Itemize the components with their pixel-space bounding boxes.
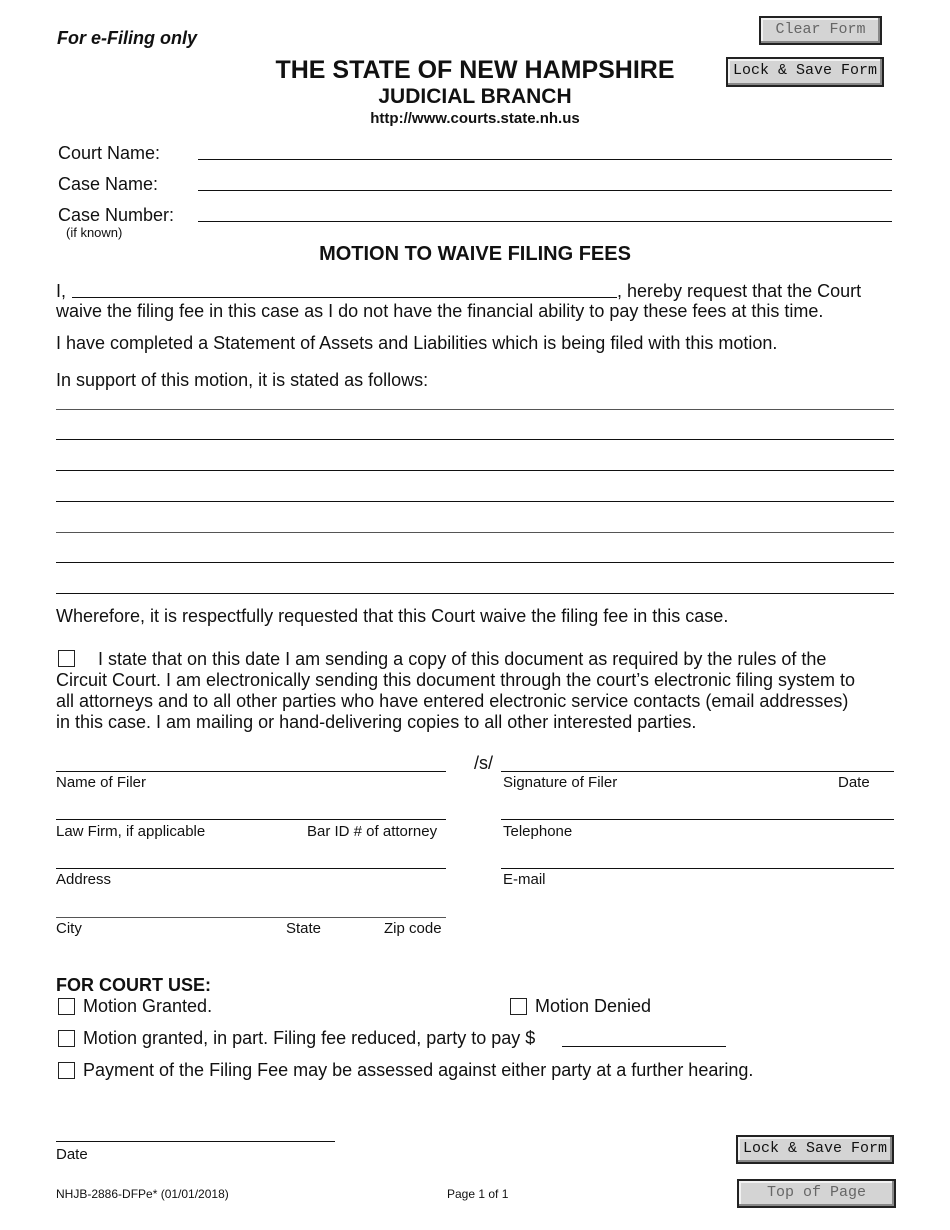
signature-of-filer-label: Signature of Filer (503, 774, 618, 791)
court-use-heading: FOR COURT USE: (56, 975, 211, 995)
if-known-note: (if known) (66, 225, 123, 240)
support-line-5[interactable] (56, 532, 894, 533)
support-line-1[interactable] (56, 409, 894, 410)
support-text: In support of this motion, it is stated as follows: (56, 370, 429, 390)
case-name-field[interactable] (198, 190, 892, 191)
case-number-label: Case Number: (58, 205, 175, 225)
court-date-label: Date (56, 1146, 88, 1163)
state-label: State (286, 920, 322, 937)
court-date-field[interactable] (56, 1141, 335, 1142)
statement-text: I have completed a Statement of Assets and Liabilities which is being filed with this motion. (56, 333, 778, 353)
amount-to-pay-field[interactable] (562, 1046, 726, 1047)
law-firm-field[interactable] (56, 819, 446, 820)
email-label: E-mail (503, 871, 546, 888)
bar-id-label: Bar ID # of attorney (307, 823, 438, 840)
requester-name-field[interactable] (72, 297, 617, 298)
court-name-field[interactable] (198, 159, 892, 160)
clear-form-button[interactable]: Clear Form (759, 16, 882, 45)
form-id: NHJB-2886-DFPe* (01/01/2018) (56, 1187, 229, 1201)
page-number: Page 1 of 1 (447, 1187, 509, 1201)
service-text-1: I state that on this date I am sending a copy of this document as required by the rules of the (98, 649, 827, 669)
city-state-zip-field[interactable] (56, 917, 446, 918)
motion-granted-label: Motion Granted. (83, 996, 213, 1016)
zip-label: Zip code (384, 920, 442, 937)
name-of-filer-label: Name of Filer (56, 774, 147, 791)
service-text-2: Circuit Court. I am electronically sending this document through the court’s electronic filing system to (56, 670, 856, 690)
telephone-label: Telephone (503, 823, 573, 840)
court-name-label: Court Name: (58, 143, 161, 163)
i-prefix: I, (56, 281, 67, 301)
support-line-6[interactable] (56, 562, 894, 563)
name-of-filer-field[interactable] (56, 771, 446, 772)
service-text-3: all attorneys and to all other parties who have entered electronic service contacts (email addresses) (56, 691, 849, 711)
motion-title: MOTION TO WAIVE FILING FEES (319, 243, 631, 265)
branch-title: JUDICIAL BRANCH (378, 85, 572, 108)
address-label: Address (56, 871, 112, 888)
signature-field[interactable] (501, 771, 894, 772)
top-of-page-button[interactable]: Top of Page (737, 1179, 896, 1208)
wherefore-text: Wherefore, it is respectfully requested that this Court waive the filing fee in this case. (56, 606, 729, 626)
city-label: City (56, 920, 82, 937)
state-title: THE STATE OF NEW HAMPSHIRE (275, 56, 675, 84)
request-text-line2: waive the filing fee in this case as I do not have the financial ability to pay these fees at this time. (56, 301, 824, 321)
motion-denied-label: Motion Denied (535, 996, 652, 1016)
support-line-3[interactable] (56, 470, 894, 471)
signature-date-label: Date (838, 774, 870, 791)
lock-save-form-button-bottom[interactable]: Lock & Save Form (736, 1135, 894, 1164)
law-firm-label: Law Firm, if applicable (56, 823, 206, 840)
service-checkbox[interactable] (58, 650, 75, 667)
granted-in-part-checkbox[interactable] (58, 1030, 75, 1047)
support-line-4[interactable] (56, 501, 894, 502)
case-number-field[interactable] (198, 221, 892, 222)
telephone-field[interactable] (501, 819, 894, 820)
motion-granted-checkbox[interactable] (58, 998, 75, 1015)
lock-save-form-button-top[interactable]: Lock & Save Form (726, 57, 884, 87)
payment-assessed-label: Payment of the Filing Fee may be assessed against either party at a further hearing. (83, 1060, 754, 1080)
court-url: http://www.courts.state.nh.us (370, 110, 580, 127)
support-line-7[interactable] (56, 593, 894, 594)
payment-assessed-checkbox[interactable] (58, 1062, 75, 1079)
request-text-suffix: , hereby request that the Court (617, 281, 862, 301)
motion-denied-checkbox[interactable] (510, 998, 527, 1015)
granted-in-part-label: Motion granted, in part. Filing fee reduced, party to pay $ (83, 1028, 536, 1048)
slash-s-mark: /s/ (474, 753, 494, 773)
support-line-2[interactable] (56, 439, 894, 440)
e-filing-note: For e-Filing only (57, 28, 197, 48)
address-field[interactable] (56, 868, 446, 869)
service-text-4: in this case. I am mailing or hand-delivering copies to all other interested parties. (56, 712, 697, 732)
case-name-label: Case Name: (58, 174, 159, 194)
email-field[interactable] (501, 868, 894, 869)
